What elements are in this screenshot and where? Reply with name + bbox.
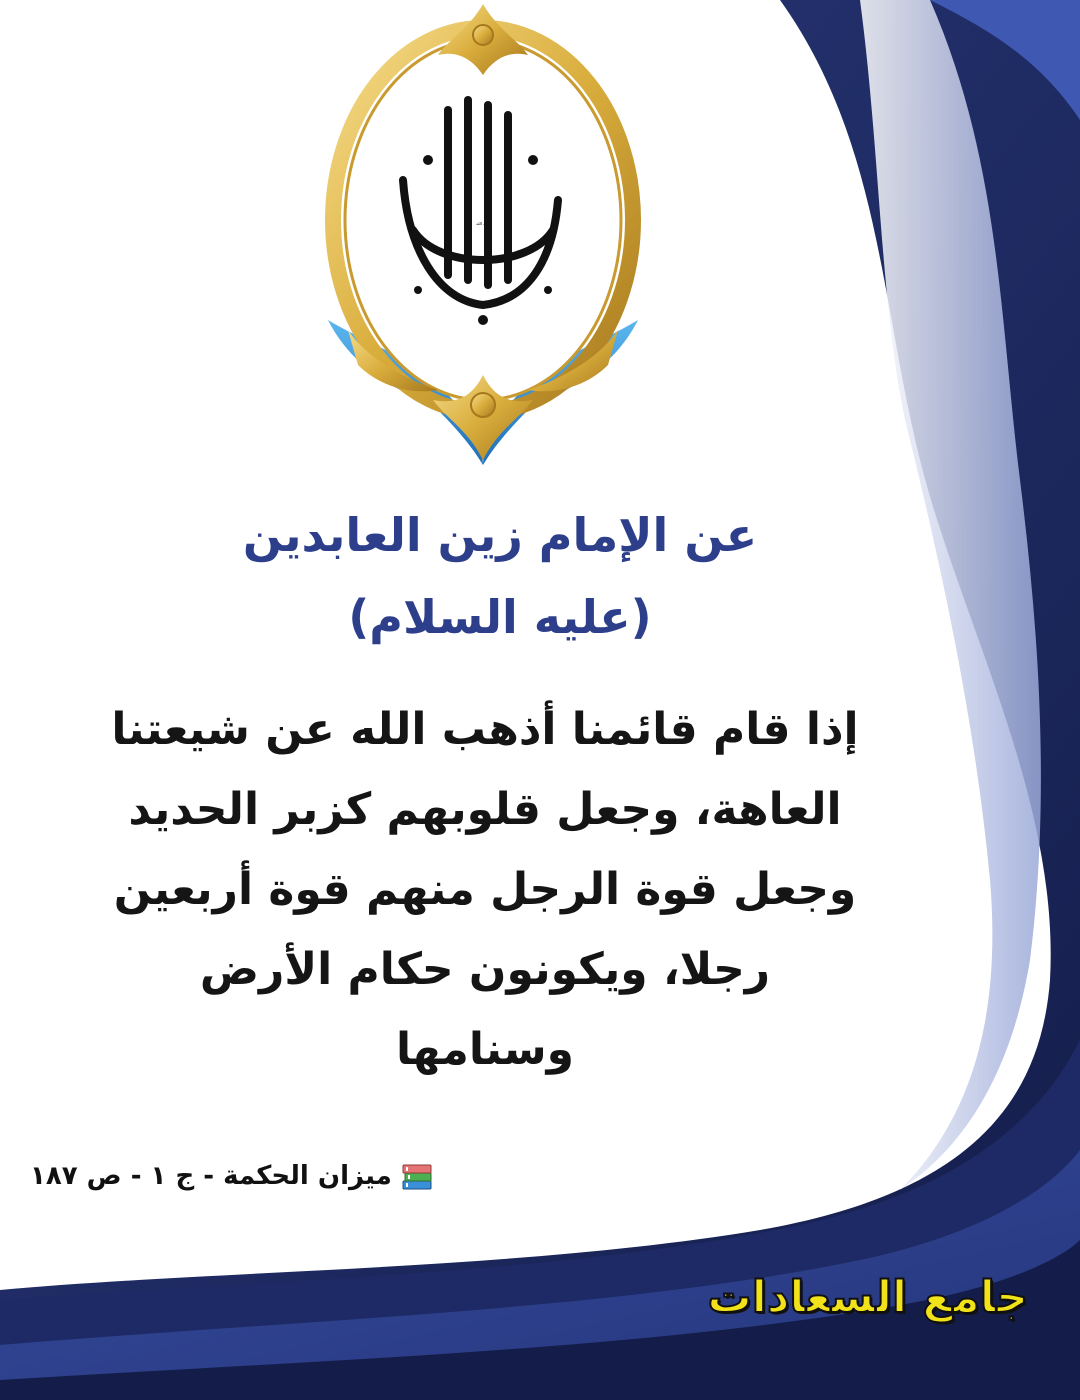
- quote-line: وجعل قوة الرجل منهم قوة أربعين: [113, 864, 857, 915]
- imam-heading: عن الإمام زين العابدين: [242, 508, 758, 562]
- books-icon: [400, 1159, 434, 1193]
- brand-name: جامع السعادات: [707, 1272, 1028, 1323]
- source-text: ميزان الحكمة - ج ١ - ص ١٨٧: [30, 1161, 392, 1191]
- hadith-quote: [90, 690, 880, 1090]
- quote-line: إذا قام قائمنا أذهب الله عن شيعتنا: [111, 704, 859, 755]
- emblem-frame: [318, 0, 648, 470]
- salutation-heading: (عليه السلام): [348, 590, 652, 644]
- calligraphy-text: بقية الله: [476, 221, 490, 226]
- quote-line: وسنامها: [396, 1024, 574, 1075]
- quote-line: العاهة، وجعل قلوبهم كزبر الحديد: [128, 784, 842, 835]
- source-citation: [30, 1156, 470, 1196]
- quote-line: رجلا، ويكونون حكام الأرض: [199, 944, 771, 995]
